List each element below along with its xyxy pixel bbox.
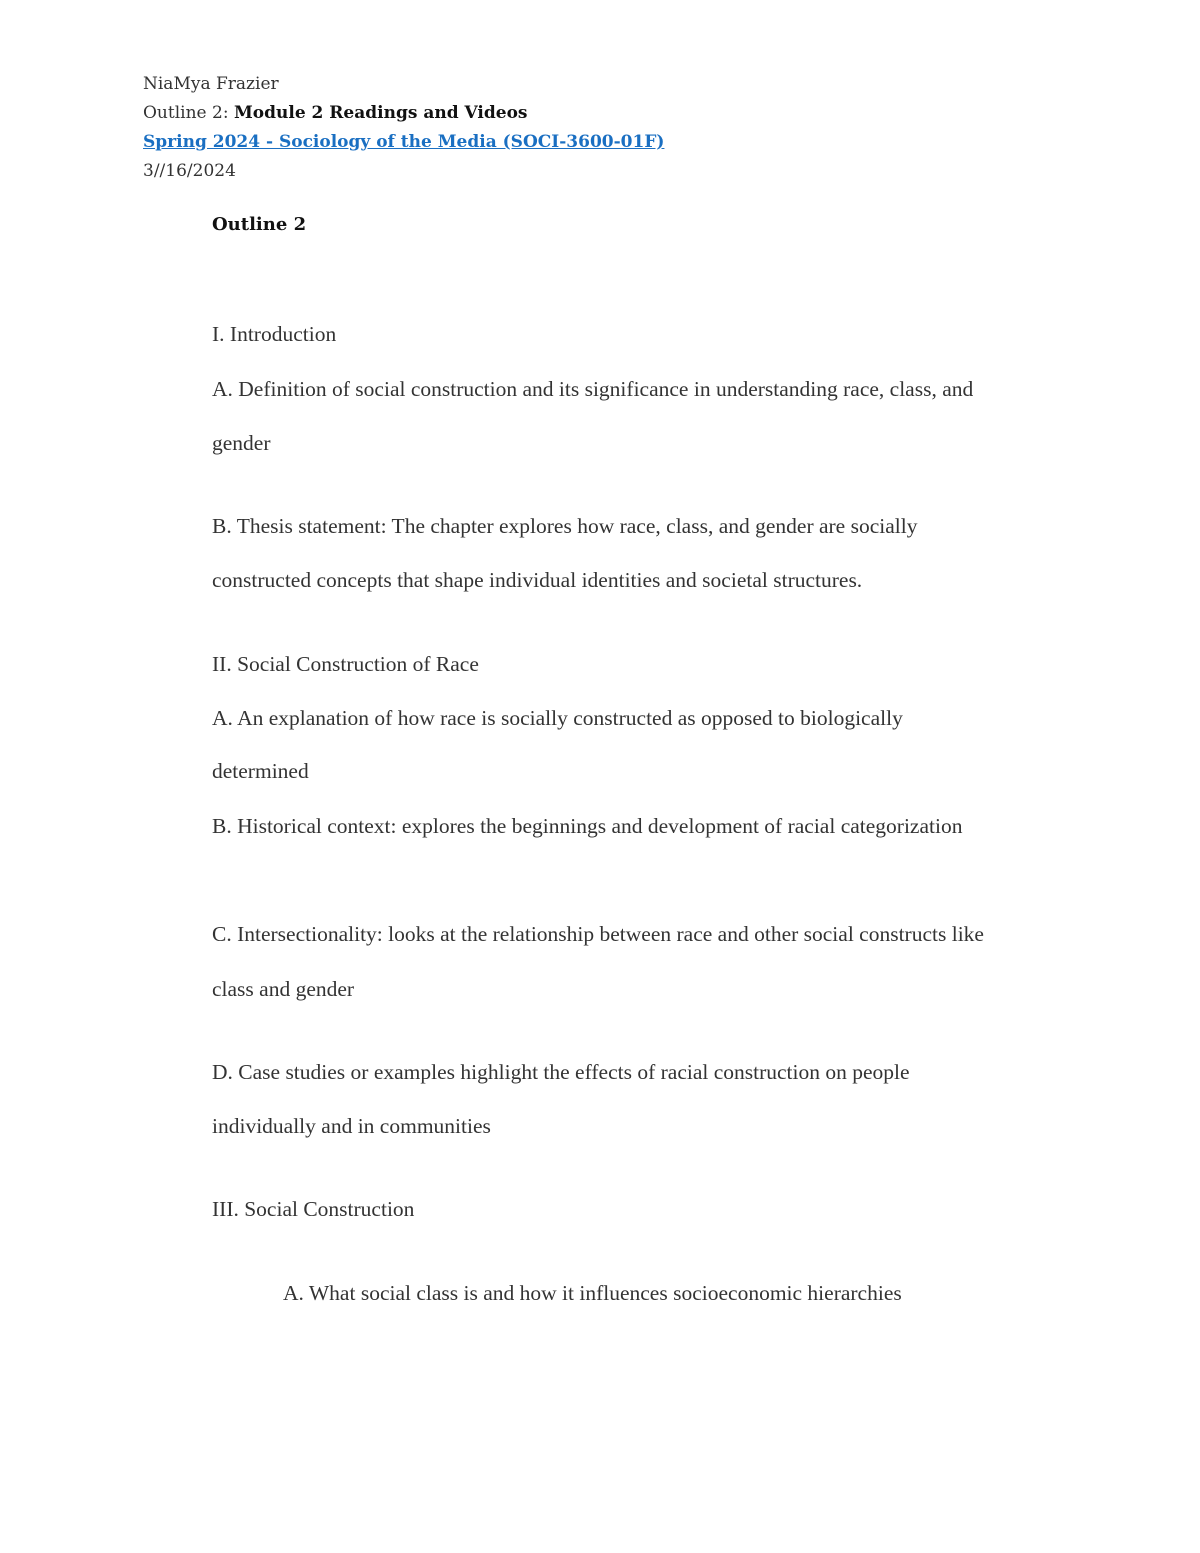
course-line (143, 128, 664, 157)
outline-item: A. Definition of social construction and its significance in understanding race, class, and (212, 377, 974, 401)
outline-item-continuation: individually and in communities (212, 1114, 491, 1138)
document-date: 3//16/2024 (143, 161, 236, 181)
outline-item-continuation: constructed concepts that shape individual identities and societal structures. (212, 568, 863, 592)
outline-item: D. Case studies or examples highlight the effects of racial construction on people (212, 1060, 910, 1084)
outline-item: A. What social class is and how it influences socioeconomic hierarchies (283, 1281, 902, 1305)
outline-item-continuation: class and gender (212, 977, 355, 1001)
outline-item: A. An explanation of how race is socially constructed as opposed to biologically (212, 706, 903, 730)
section-heading-construction: III. Social Construction (212, 1197, 415, 1221)
assignment-prefix: Outline 2: (143, 103, 234, 123)
document-header (143, 70, 664, 186)
author-name: NiaMya Frazier (143, 74, 279, 94)
outline-item: B. Historical context: explores the beginnings and development of racial categorization (212, 814, 963, 838)
course-link[interactable]: Spring 2024 - Sociology of the Media (SOCI-3600-01F) (143, 132, 665, 152)
assignment-line (143, 99, 664, 128)
outline-item: B. Thesis statement: The chapter explores how race, class, and gender are socially (212, 514, 918, 538)
outline-item-continuation: gender (212, 431, 271, 455)
section-heading-introduction: I. Introduction (212, 322, 337, 346)
section-heading-race: II. Social Construction of Race (212, 652, 479, 676)
outline-item: C. Intersectionality: looks at the relationship between race and other social constructs like (212, 922, 984, 946)
outline-item-continuation: determined (212, 759, 309, 783)
assignment-title: Module 2 Readings and Videos (233, 103, 528, 123)
document-title: Outline 2 (212, 214, 307, 235)
